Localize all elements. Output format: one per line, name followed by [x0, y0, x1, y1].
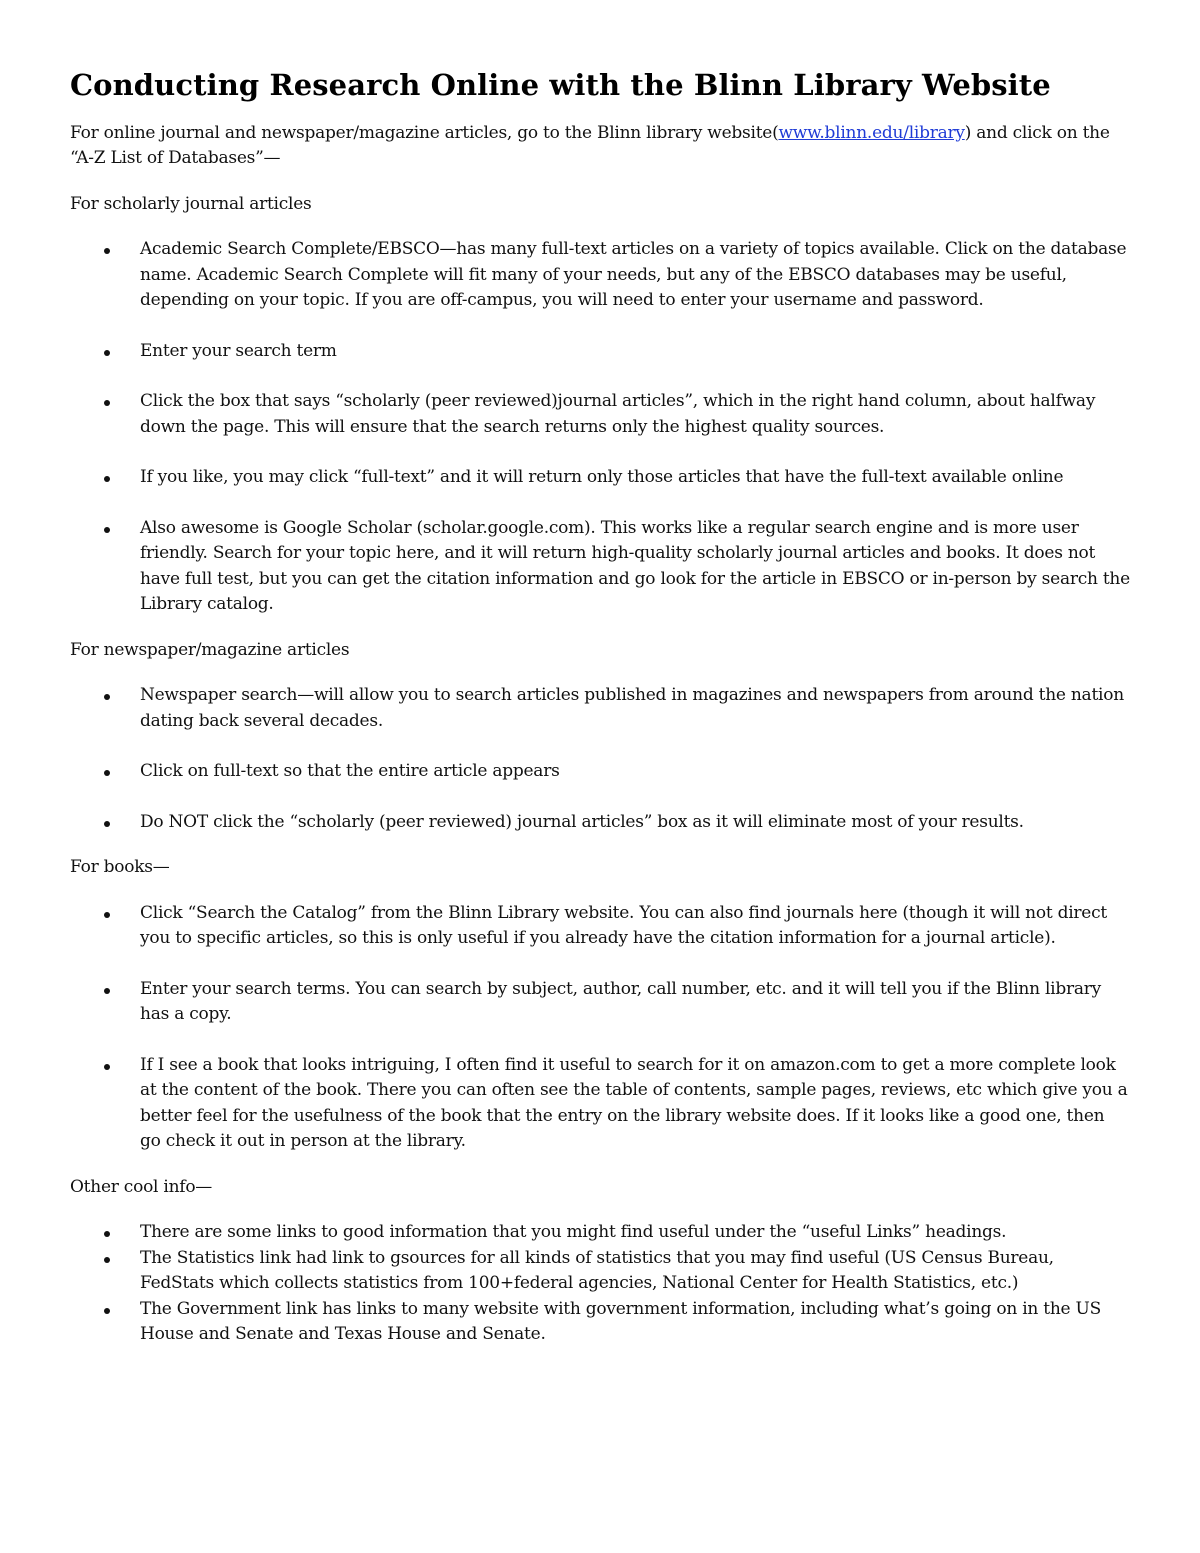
- bullet-icon: [104, 1064, 110, 1070]
- bullet-icon: [104, 1308, 110, 1314]
- list-item-text: There are some links to good information that you might find useful under the “useful Links” headings.: [140, 1222, 1007, 1243]
- list-item-text: Academic Search Complete/EBSCO—has many full-text articles on a variety of topics available. Click on the database name. Academic Search Complete will fit many of your needs, but any of the EBSCO databases may be useful, depending on your topic. If you are off-campus, you will need to enter your username and password.: [140, 239, 1127, 311]
- bullet-icon: [104, 694, 110, 700]
- list-item-text: Enter your search terms. You can search by subject, author, call number, etc. and it will tell you if the Blinn library has a copy.: [140, 978, 1101, 1025]
- list-item-text: If I see a book that looks intriguing, I often find it useful to search for it on amazon.com to get a more complete look at the content of the book. There you can often see the table of contents, sample pages, reviews, etc which give you a better feel for the usefulness of the book that the entry on the library website does. If it looks like a good one, then go check it out in person at the library.: [140, 1054, 1128, 1152]
- list-item: [70, 1297, 1130, 1348]
- list-item: [70, 516, 1130, 618]
- bullet-icon: [104, 988, 110, 994]
- list-item: [70, 759, 1130, 785]
- bullet-icon: [104, 821, 110, 827]
- list-item: [70, 237, 1130, 314]
- list-item-text: If you like, you may click “full-text” and it will return only those articles that have the full-text available online: [140, 467, 1064, 488]
- bullet-icon: [104, 527, 110, 533]
- bullet-icon: [104, 770, 110, 776]
- section-heading-books: For books—: [70, 857, 170, 878]
- list-item-text: Do NOT click the “scholarly (peer reviewed) journal articles” box as it will eliminate most of your results.: [140, 811, 1024, 832]
- list-item-text: Click on full-text so that the entire article appears: [140, 761, 560, 782]
- list-item: [70, 1053, 1130, 1155]
- list-item-text: The Government link has links to many website with government information, including what’s going on in the US House and Senate and Texas House and Senate.: [140, 1298, 1101, 1345]
- scholarly-list: [70, 237, 1130, 618]
- list-item: [70, 1246, 1130, 1297]
- other-info-list: [70, 1220, 1130, 1348]
- newspaper-list: [70, 683, 1130, 835]
- bullet-icon: [104, 248, 110, 254]
- section-heading-other: Other cool info—: [70, 1176, 213, 1197]
- intro-text-after-link: ) and click on the “A-Z List of Databases”—: [70, 122, 1110, 169]
- list-item: [70, 1220, 1130, 1246]
- intro-paragraph: [70, 121, 1130, 172]
- section-heading-newspaper: For newspaper/magazine articles: [70, 639, 350, 660]
- bullet-icon: [104, 476, 110, 482]
- list-item-text: Click the box that says “scholarly (peer reviewed)journal articles”, which in the right hand column, about halfway down the page. This will ensure that the search returns only the highest quality sources.: [140, 391, 1096, 437]
- list-item-text: Newspaper search—will allow you to search articles published in magazines and newspapers from around the nation dating back several decades.: [140, 685, 1124, 731]
- list-item-text: Enter your search term: [140, 340, 337, 361]
- list-item-text: The Statistics link had link to gsources for all kinds of statistics that you may find useful (US Census Bureau, FedStats which collects statistics from 100+federal agencies, National Center for Health Statistics, etc.): [140, 1247, 1054, 1294]
- library-website-link[interactable]: www.blinn.edu/library: [778, 122, 965, 143]
- bullet-icon: [104, 350, 110, 356]
- page-title: Conducting Research Online with the Blinn Library Website: [70, 68, 1051, 102]
- list-item: [70, 810, 1130, 836]
- bullet-icon: [104, 912, 110, 918]
- intro-text-before-link: For online journal and newspaper/magazine articles, go to the Blinn library website(: [70, 122, 779, 143]
- bullet-icon: [104, 400, 110, 406]
- bullet-icon: [104, 1257, 110, 1263]
- list-item-text: Click “Search the Catalog” from the Blinn Library website. You can also find journals here (though it will not direct you to specific articles, so this is only useful if you already have the citation information for a journal article).: [140, 902, 1107, 949]
- list-item-text: Also awesome is Google Scholar (scholar.google.com). This works like a regular search engine and is more user friendly. Search for your topic here, and it will return high-quality scholarly journal articles and books. It does not have full test, but you can get the citation information and go look for the article in EBSCO or in-person by search the Library catalog.: [140, 517, 1130, 615]
- list-item: [70, 389, 1130, 440]
- section-heading-scholarly: For scholarly journal articles: [70, 193, 312, 214]
- list-item: [70, 901, 1130, 952]
- bullet-icon: [104, 1231, 110, 1237]
- list-item: [70, 977, 1130, 1028]
- books-list: [70, 901, 1130, 1155]
- list-item: [70, 683, 1130, 734]
- list-item: [70, 465, 1130, 491]
- list-item: [70, 339, 1130, 365]
